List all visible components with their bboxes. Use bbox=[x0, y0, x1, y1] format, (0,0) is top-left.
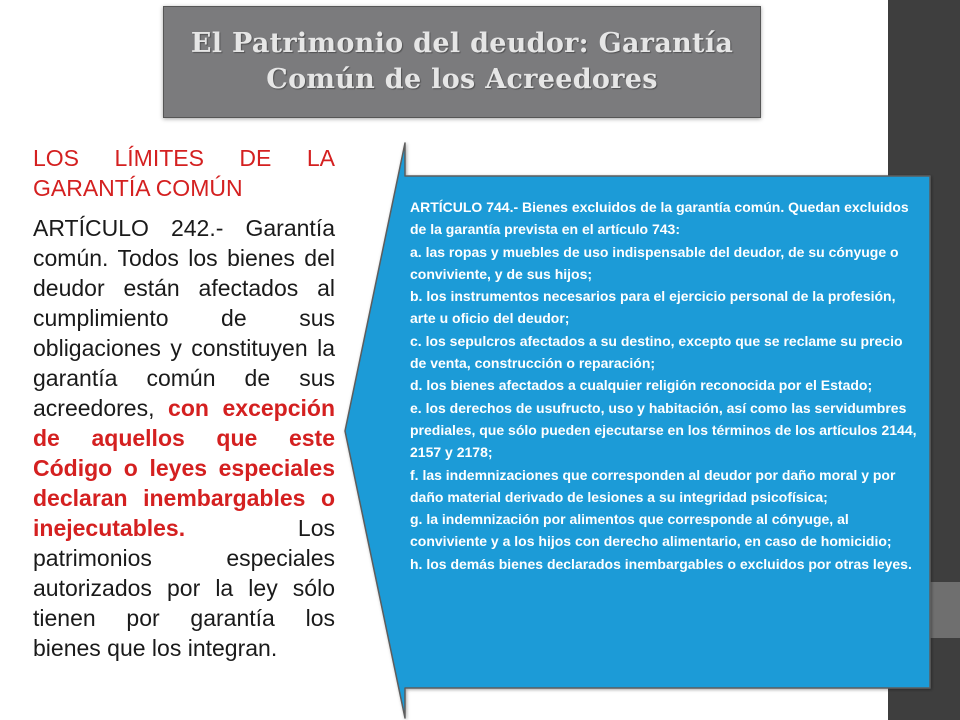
article-744-item: c. los sepulcros afectados a su destino, excepto que se reclame su precio de venta, construcción o reparación; bbox=[410, 332, 903, 372]
article-744-item: g. la indemnización por alimentos que corresponde al cónyuge, al conviviente y a los hijos con derecho alimentario, en caso de homicidio; bbox=[410, 511, 892, 550]
title-line-2: Común de los Acreedores bbox=[266, 64, 658, 95]
article-744-item: a. las ropas y muebles de uso indispensable del deudor, de su cónyuge o conviviente, y de sus hijos; bbox=[410, 243, 899, 282]
article-744-item: f. las indemnizaciones que corresponden al deudor por daño moral y por daño material derivado de lesiones a su integridad psicofísica; bbox=[410, 466, 896, 505]
article-744-callout bbox=[410, 196, 918, 575]
article-242-exception: con excepción de aquellos que este Código o leyes especiales declaran inembargables o inejecutables. bbox=[33, 395, 335, 541]
article-242-intro: ARTÍCULO 242.- Garantía común. Todos los bienes del deudor están afectados al cumplimiento de sus obligaciones y constituyen la garantía común de sus acreedores, bbox=[33, 215, 335, 421]
title-line-1: El Patrimonio del deudor: Garantía bbox=[190, 28, 734, 59]
article-744-item: e. los derechos de usufructo, uso y habitación, así como las servidumbres prediales, que sólo pueden ejecutarse en los términos de los artículos 2144, 2157 y 2178; bbox=[410, 399, 917, 461]
article-744-item: d. los bienes afectados a cualquier religión reconocida por el Estado; bbox=[410, 377, 873, 394]
article-744-heading: ARTÍCULO 744.- Bienes excluidos de la garantía común. Quedan excluidos de la garantía prevista en el artículo 743: bbox=[410, 199, 909, 238]
article-744-item: b. los instrumentos necesarios para el ejercicio personal de la profesión, arte u oficio del deudor; bbox=[410, 288, 896, 327]
section-heading: LOS LÍMITES DE LA GARANTÍA COMÚN bbox=[33, 145, 335, 201]
article-242-closing: Los patrimonios especiales autorizados por la ley sólo tienen por garantía los bienes que los integran. bbox=[33, 515, 335, 661]
article-744-item: h. los demás bienes declarados inembargables o excluidos por otras leyes. bbox=[410, 555, 912, 572]
